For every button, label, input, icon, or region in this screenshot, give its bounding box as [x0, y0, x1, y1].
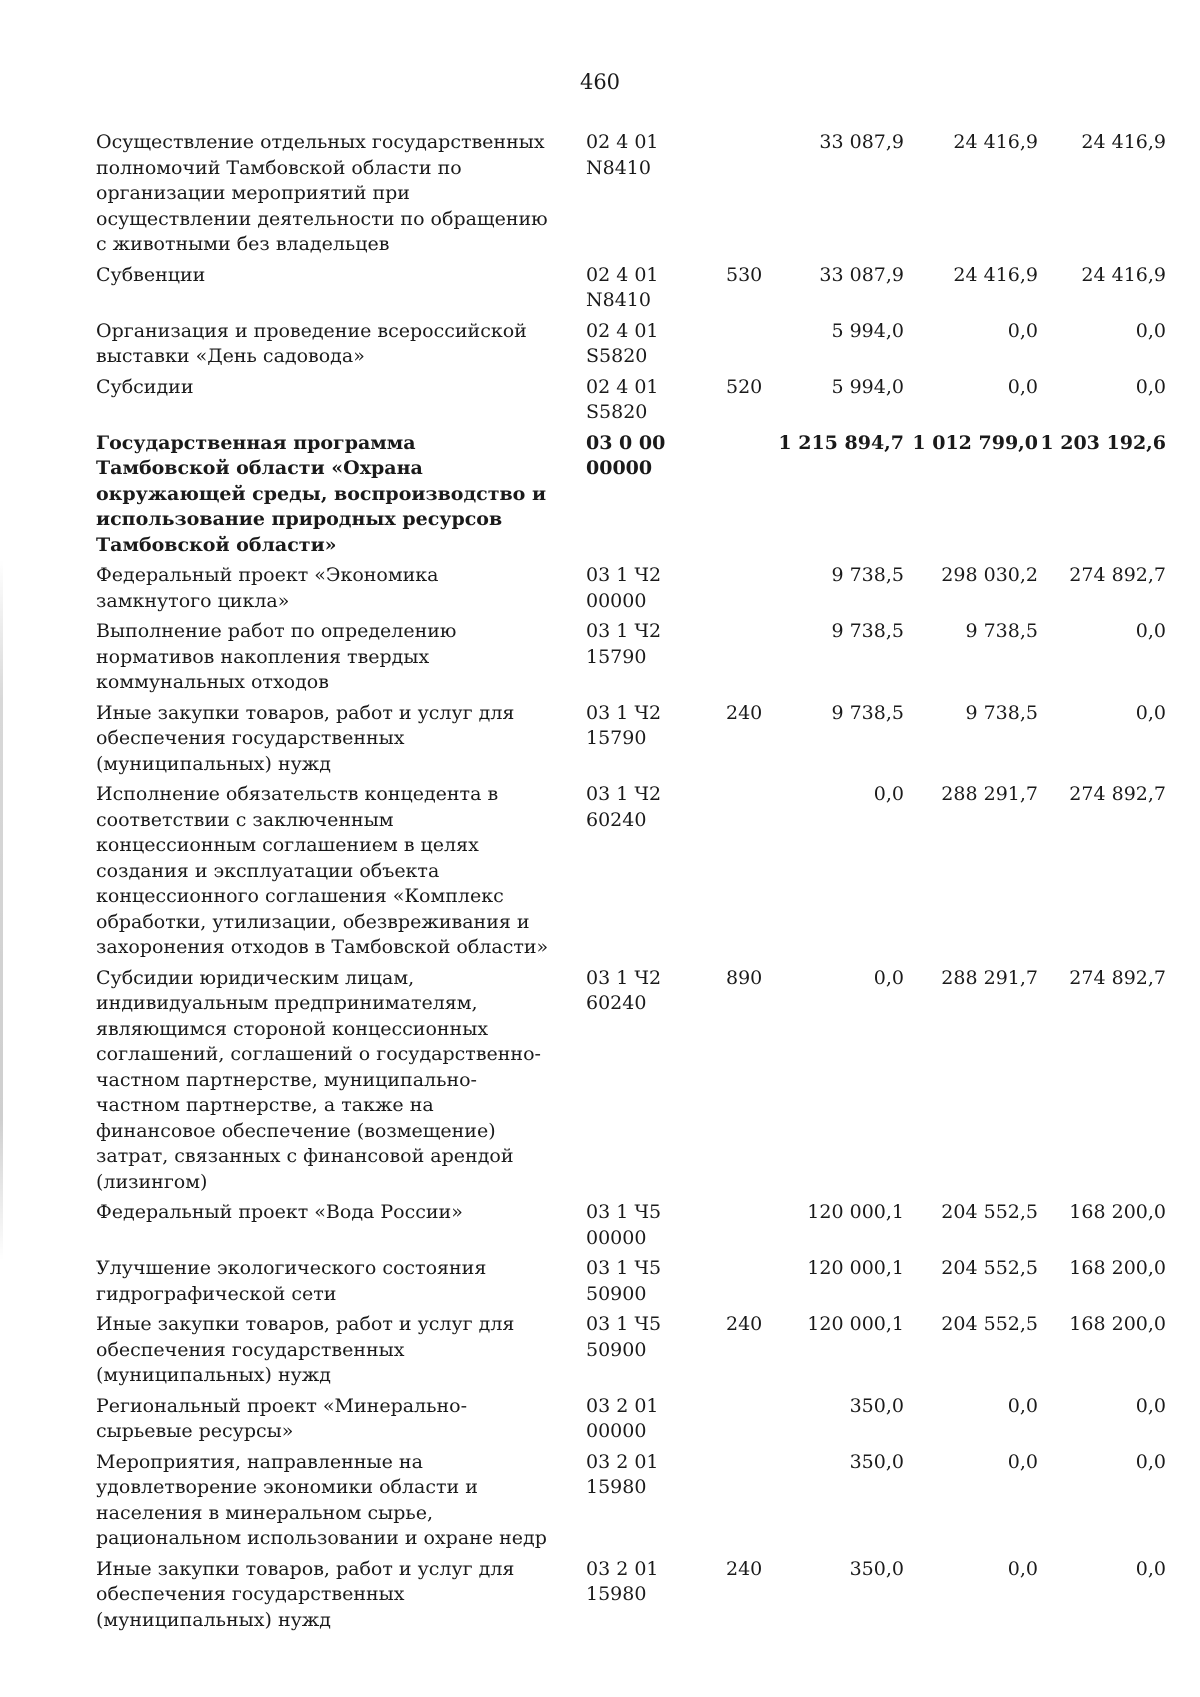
row-amount-3-cell: 168 200,0: [1069, 1257, 1166, 1279]
row-amount-1-cell: 33 087,9: [819, 131, 904, 153]
row-amount-2-cell: 24 416,9: [953, 263, 1038, 286]
row-expense-type-cell: 530: [726, 263, 763, 286]
table-row: [96, 431, 1166, 564]
row-target-code-cell: 03 0 00 00000: [586, 431, 666, 479]
row-amount-1-cell: 120 000,1: [807, 1257, 904, 1279]
row-target-code-cell: 02 4 01 N8410: [586, 263, 659, 311]
row-name-cell: Иные закупки товаров, работ и услуг для обеспечения государственных (муниципальных) нужд: [96, 1313, 515, 1386]
row-amount-3-cell: 0,0: [1135, 319, 1166, 342]
row-amount-3-cell: 274 892,7: [1069, 783, 1166, 805]
row-target-code-cell: 03 2 01 15980: [586, 1450, 659, 1498]
row-amount-1-cell: 1 215 894,7: [778, 431, 904, 454]
row-amount-2-cell: 24 416,9: [953, 131, 1038, 153]
row-amount-1-cell: 9 738,5: [831, 564, 904, 586]
page-number: 460: [579, 70, 621, 94]
row-amount-3-cell: 0,0: [1135, 701, 1166, 724]
row-expense-type-cell: 240: [726, 701, 763, 724]
row-name-cell: Осуществление отдельных государственных полномочий Тамбовской области по организации мероприятий при осуществлении деятельности по обращению с животными без владельцев: [96, 131, 548, 255]
row-target-code-cell: 03 1 Ч2 15790: [586, 620, 662, 668]
row-expense-type-cell: [718, 1394, 776, 1450]
table-row: [96, 1394, 1166, 1450]
row-name-cell: Улучшение экологического состояния гидрографической сети: [96, 1257, 487, 1305]
row-expense-type-cell: [718, 619, 776, 701]
row-amount-2-cell: 204 552,5: [941, 1201, 1038, 1223]
row-expense-type-cell: [718, 431, 776, 564]
budget-table: [96, 130, 1166, 1638]
row-expense-type-cell: 240: [726, 1313, 763, 1335]
row-expense-type-cell: [718, 319, 776, 375]
row-expense-type-cell: 240: [726, 1557, 763, 1580]
table-row: [96, 1450, 1166, 1557]
table-row: [96, 782, 1166, 966]
row-amount-1-cell: 0,0: [873, 966, 904, 989]
table-row: [96, 1256, 1166, 1312]
row-name-cell: Выполнение работ по определению нормативов накопления твердых коммунальных отходов: [96, 620, 457, 693]
row-expense-type-cell: [718, 1256, 776, 1312]
row-amount-2-cell: 204 552,5: [941, 1257, 1038, 1279]
row-amount-1-cell: 5 994,0: [831, 319, 904, 342]
table-row: [96, 1312, 1166, 1394]
row-amount-1-cell: 0,0: [873, 783, 904, 805]
table-row: [96, 130, 1166, 263]
row-name-cell: Иные закупки товаров, работ и услуг для обеспечения государственных (муниципальных) нужд: [96, 701, 515, 775]
row-amount-1-cell: 350,0: [849, 1557, 904, 1580]
row-amount-3-cell: 274 892,7: [1069, 564, 1166, 586]
row-target-code-cell: 03 1 Ч2 00000: [586, 564, 662, 612]
table-row: [96, 619, 1166, 701]
table-row: [96, 1200, 1166, 1256]
row-name-cell: Мероприятия, направленные на удовлетворение экономики области и населения в минеральном сырье, рациональном использовании и охране недр: [96, 1450, 547, 1549]
row-amount-3-cell: 168 200,0: [1069, 1313, 1166, 1335]
row-name-cell: Федеральный проект «Экономика замкнутого цикла»: [96, 564, 439, 612]
row-name-cell: Государственная программа Тамбовской области «Охрана окружающей среды, воспроизводство и использование природных ресурсов Тамбовской области»: [96, 431, 547, 556]
row-expense-type-cell: [718, 130, 776, 263]
row-amount-2-cell: 0,0: [1007, 1450, 1038, 1473]
table-row: [96, 563, 1166, 619]
row-name-cell: Организация и проведение всероссийской выставки «День садовода»: [96, 319, 527, 367]
row-amount-2-cell: 0,0: [1007, 1557, 1038, 1580]
table-row: [96, 966, 1166, 1201]
row-expense-type-cell: [718, 1450, 776, 1557]
row-amount-3-cell: 24 416,9: [1081, 131, 1166, 153]
row-expense-type-cell: [718, 1200, 776, 1256]
table-row: [96, 701, 1166, 783]
row-expense-type-cell: 520: [726, 375, 763, 398]
row-amount-2-cell: 288 291,7: [941, 783, 1038, 805]
table-row: [96, 375, 1166, 431]
row-amount-2-cell: 204 552,5: [941, 1313, 1038, 1335]
table-row: [96, 263, 1166, 319]
row-amount-1-cell: 120 000,1: [807, 1313, 904, 1335]
row-amount-1-cell: 350,0: [849, 1450, 904, 1473]
row-expense-type-cell: [718, 782, 776, 966]
row-amount-2-cell: 0,0: [1007, 319, 1038, 342]
row-amount-2-cell: 1 012 799,0: [912, 431, 1038, 454]
row-target-code-cell: 03 1 Ч5 00000: [586, 1201, 662, 1249]
table-row: [96, 319, 1166, 375]
row-name-cell: Субвенции: [96, 263, 206, 286]
row-target-code-cell: 02 4 01 S5820: [586, 319, 659, 367]
row-amount-3-cell: 1 203 192,6: [1040, 431, 1166, 454]
row-amount-2-cell: 288 291,7: [941, 966, 1038, 989]
row-name-cell: Исполнение обязательств концедента в соответствии с заключенным концессионным соглашением в целях создания и эксплуатации объекта концессионного соглашения «Комплекс обработки, утилизации, обезвреживания и захоронения отходов в Тамбовской области»: [96, 783, 549, 958]
row-expense-type-cell: 890: [726, 966, 763, 989]
row-name-cell: Региональный проект «Минерально-сырьевые ресурсы»: [96, 1394, 467, 1442]
row-amount-3-cell: 0,0: [1135, 1450, 1166, 1473]
table-row: [96, 1557, 1166, 1639]
row-amount-2-cell: 9 738,5: [965, 620, 1038, 642]
budget-table-body: [96, 130, 1166, 1638]
row-amount-1-cell: 9 738,5: [831, 701, 904, 724]
row-amount-3-cell: 274 892,7: [1069, 966, 1166, 989]
row-amount-3-cell: 168 200,0: [1069, 1201, 1166, 1223]
row-name-cell: Федеральный проект «Вода России»: [96, 1201, 463, 1223]
row-target-code-cell: 03 1 Ч2 15790: [586, 701, 662, 749]
row-name-cell: Субсидии юридическим лицам, индивидуальным предпринимателям, являющимся стороной концессионных соглашений, соглашений о государственно-частном партнерстве, муниципально-частном партнерстве, а также на финансовое обеспечение (возмещение) затрат, связанных с финансовой арендой (лизингом): [96, 966, 541, 1193]
row-name-cell: Субсидии: [96, 375, 194, 398]
row-name-cell: Иные закупки товаров, работ и услуг для обеспечения государственных (муниципальных) нужд: [96, 1557, 515, 1631]
row-amount-3-cell: 0,0: [1135, 1394, 1166, 1417]
row-target-code-cell: 03 2 01 15980: [586, 1557, 659, 1605]
row-target-code-cell: 03 1 Ч2 60240: [586, 783, 662, 831]
row-amount-3-cell: 0,0: [1135, 375, 1166, 398]
row-amount-1-cell: 350,0: [849, 1394, 904, 1417]
row-amount-2-cell: 0,0: [1007, 1394, 1038, 1417]
scan-edge-shadow: [0, 560, 3, 1260]
row-amount-2-cell: 298 030,2: [941, 564, 1038, 586]
row-target-code-cell: 03 1 Ч2 60240: [586, 966, 662, 1014]
row-amount-3-cell: 0,0: [1135, 620, 1166, 642]
row-amount-1-cell: 120 000,1: [807, 1201, 904, 1223]
row-amount-2-cell: 0,0: [1007, 375, 1038, 398]
row-expense-type-cell: [718, 563, 776, 619]
row-target-code-cell: 02 4 01 S5820: [586, 375, 659, 423]
row-amount-1-cell: 5 994,0: [831, 375, 904, 398]
row-amount-1-cell: 33 087,9: [819, 263, 904, 286]
row-target-code-cell: 03 1 Ч5 50900: [586, 1313, 662, 1361]
row-amount-2-cell: 9 738,5: [965, 701, 1038, 724]
row-target-code-cell: 03 2 01 00000: [586, 1394, 659, 1442]
row-amount-1-cell: 9 738,5: [831, 620, 904, 642]
row-amount-3-cell: 0,0: [1135, 1557, 1166, 1580]
row-amount-3-cell: 24 416,9: [1081, 263, 1166, 286]
row-target-code-cell: 02 4 01 N8410: [586, 131, 659, 179]
row-target-code-cell: 03 1 Ч5 50900: [586, 1257, 662, 1305]
